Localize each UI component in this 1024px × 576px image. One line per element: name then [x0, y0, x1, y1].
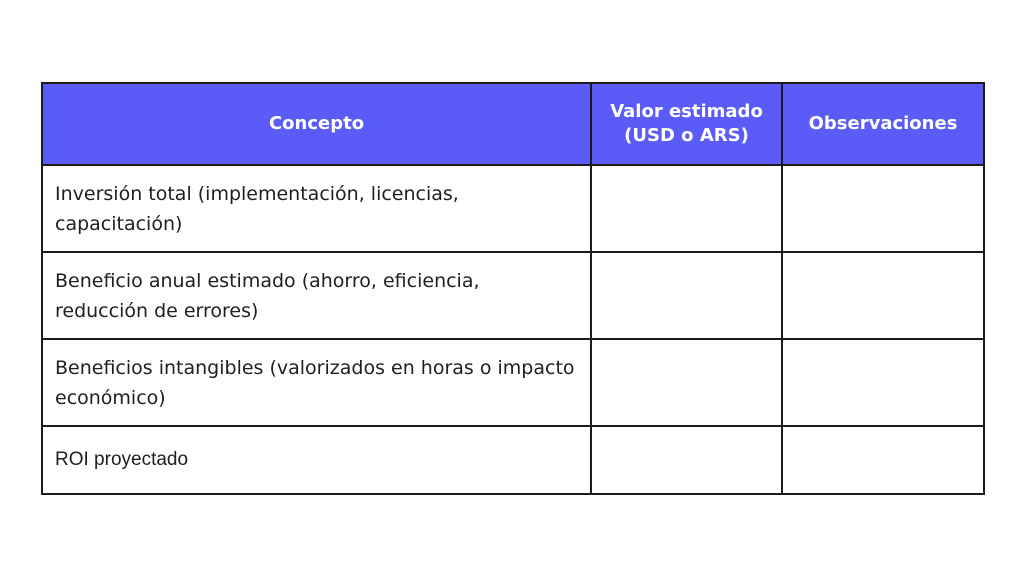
header-concepto: Concepto — [42, 83, 591, 165]
header-observaciones: Observaciones — [782, 83, 984, 165]
header-row — [42, 83, 984, 165]
concept-cell: Beneficio anual estimado (ahorro, eficiencia, reducción de errores) — [42, 252, 591, 339]
header-valor-estimado: Valor estimado (USD o ARS) — [591, 83, 782, 165]
roi-table-container — [41, 82, 983, 495]
table-row — [42, 339, 984, 426]
concept-cell: Beneficios intangibles (valorizados en horas o impacto económico) — [42, 339, 591, 426]
notes-cell — [782, 426, 984, 494]
roi-table — [41, 82, 985, 495]
concept-cell: ROI proyectado — [42, 426, 591, 494]
value-cell — [591, 426, 782, 494]
notes-cell — [782, 165, 984, 252]
value-cell — [591, 165, 782, 252]
table-row — [42, 165, 984, 252]
notes-cell — [782, 339, 984, 426]
table-header — [42, 83, 984, 165]
table-row — [42, 252, 984, 339]
concept-cell: Inversión total (implementación, licencias, capacitación) — [42, 165, 591, 252]
table-body — [42, 165, 984, 494]
notes-cell — [782, 252, 984, 339]
table-row — [42, 426, 984, 494]
value-cell — [591, 339, 782, 426]
value-cell — [591, 252, 782, 339]
